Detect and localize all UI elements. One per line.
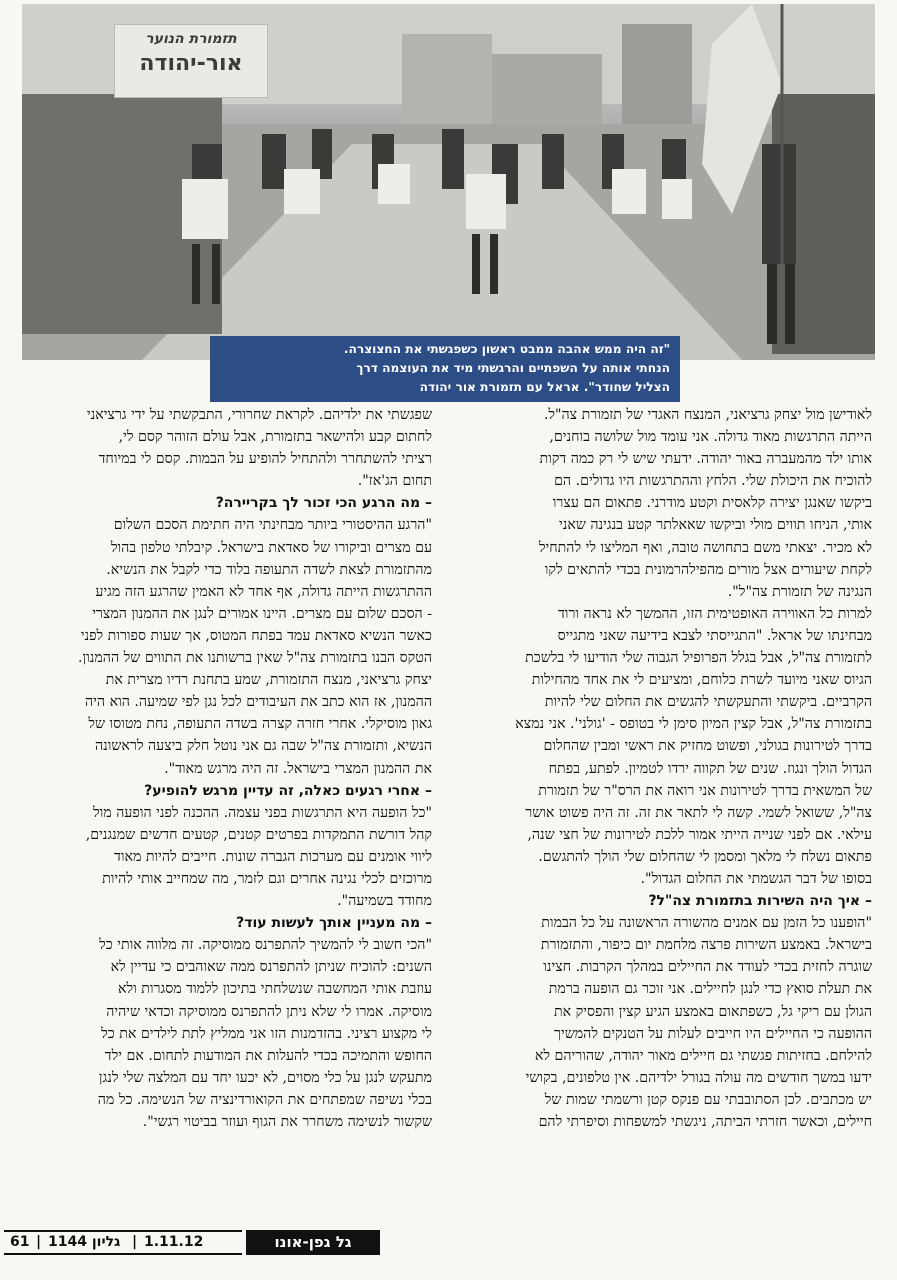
article-line: הנשיא, ותזמורת צה"ל שבה גם אני נוטל חלק ביצעה לראשונה [94, 738, 432, 755]
footer-divider: | [132, 1234, 138, 1250]
article-line: של המשאית בדרך לטירונות אני רואה את הרס"ר של תזמורת [538, 782, 872, 799]
article-line: בישראל. באמצע השירות פרצה מלחמת יום כיפור, והתזמורת [540, 937, 872, 954]
footer-divider: | [36, 1234, 42, 1250]
article-line: הייתה התרגשות מאוד גדולה. אני עומד מול שלושה בוחנים, [549, 429, 872, 446]
article-line: מהתזמורת לצאת לשדה התעופה בלוד כדי לקבל את הנשיא. [106, 561, 432, 578]
article-line: יצחק גרציאני, מנצח התזמורת, שמע בתחנת רדיו מצרית את [105, 672, 432, 689]
caption-line: הנחתי אותה על השפתיים והרגשתי מיד את העוצמה דרך [356, 361, 670, 375]
article-line: ביקשו שאנגן יצירה קלאסית וקטע מודרני. פתאום הם עצרו [552, 495, 872, 512]
article-line: מחודד בשמיעה". [337, 893, 432, 910]
photo-banner [114, 24, 268, 98]
article-column-left [22, 404, 432, 1133]
photo-caption [210, 336, 680, 402]
interview-question: – איך היה השירות בתזמורת צה"ל? [648, 893, 872, 910]
article-line: חיילים, וכאשר חזרתי הביתה, ניגשתי למשפחות וסיפרתי להם [538, 1114, 872, 1130]
article-line: לקחת שיעורים אצל מורים מהפילהרמונית בכדי להתאים לקו [544, 561, 872, 578]
article-line: לא מכיר. יצאתי משם בתחושה טובה, ואף המליצו לי להתחיל [538, 539, 872, 556]
issue-number: גליון 1144 [48, 1234, 121, 1250]
article-line: השנים: להוכיח שניתן להתפרנס ממה שאוהבים כי עדיין לא [110, 959, 432, 976]
page-footer [0, 1226, 897, 1258]
article-line: הקרביים. ביקשתי והתעקשתי להגשים את החלום שלי להיות [544, 694, 872, 711]
interview-question: – אחרי רגעים כאלה, זה עדיין מרגש להופיע? [144, 782, 432, 799]
article-line: שקשור לנשימה משחרר את הגוף ועוזר בביטוי רגשי". [142, 1114, 432, 1130]
article-line: "הרגע ההיסטורי ביותר מבחינתי היה חתימת הסכם השלום [113, 517, 432, 534]
article-line: בסופו של דבר הגשמתי את החלום הגדול". [640, 870, 872, 887]
article-line: ההופעה כי החיילים היו חייבים לעלות על הטנקים להמשיך [554, 1025, 872, 1042]
article-line: מתעקש לנגן על כלי מסוים, לא יכעו יחד עם המלצה שלי לנגן [98, 1069, 432, 1086]
article-line: מבחינתו של אראל. "התגייסתי לצבא בידיעה שאני מתגייס [557, 627, 872, 644]
issue-info [4, 1230, 242, 1255]
article-line: "כל הופעה היא התרגשות בפני עצמה. ההכנה לפני הופעה מול [93, 804, 432, 821]
article-line: מרוכזים לכלי נגינה אחרים וגם לזמר, מה שמחייב אותי להיות [102, 870, 432, 887]
article-line: את תעלת סואץ כדי לנגן לחיילים. אני זוכר גם הופעה ברמת [548, 981, 872, 998]
article-line: הגיוס שאני מיועד לשרת כלוחם, ומציעים לי את אחד מהחילות [531, 672, 872, 689]
caption-line: הצליל שחודר". אראל עם תזמורת אור יהודה [419, 380, 670, 394]
article-line: לי מקצוע רציני. בהזדמנות הזו אני ממליץ לתת לילדים את כל [101, 1025, 432, 1042]
article-line: למרות כל האווירה האופטימית הזו, ההמשך לא נראה ורוד [557, 605, 872, 622]
article-line: בתזמורת צה"ל, אבל קצין המיון סימן לי בטופס - 'גולני'. אני נמצא [515, 716, 872, 733]
article-line: הגדול הולך ונגוז. שנים של תקווה ירדו לטמיון. לפתע, בפתח [548, 760, 872, 777]
article-line: שוגרה לחזית בכדי לעודד את החיילים במהלך הקרבות. חצינו [543, 959, 872, 976]
article-line: תחום הג'אז". [357, 473, 432, 490]
issue-date: 1.11.12 [144, 1234, 204, 1250]
interview-question: – מה מעניין אותך לעשות עוד? [236, 915, 432, 932]
article-line: צה"ל, ששואל לשמי. קשה לי לתאר את זה. זה היה פשוט אושר [525, 804, 872, 821]
banner-top-text: תזמורת הנוער [145, 31, 237, 47]
article-line: גאון מוסיקלי. אחרי חזרה קצרה בשדה התעופה, נחת מטוסו של [88, 716, 432, 733]
interview-question: – מה הרגע הכי זכור לך בקריירה? [215, 495, 432, 512]
article-line: פתאום נשלח לי מלאך ומסמן לי שהחלום שלי הולך להתגשם. [538, 848, 872, 865]
article-line: מוסיקה. אמרו לי שלא ניתן להתפרנס ממוסיקה וכדאי שיהיה [106, 1003, 432, 1020]
article-line: "הופענו כל הזמן עם אמנים מהשורה הראשונה על כל הבמות [541, 915, 872, 932]
banner-main-text: אור-יהודה [139, 51, 243, 76]
parade-photo [22, 4, 875, 360]
article-line: ההמנון, אז הוא כתב את העיבודים לכל נגן לפי שמיעה. הוא היה [85, 694, 432, 711]
article-line: אותו ילד מהמעברה באור יהודה. ידעתי שיש לי רק כמה דקות [539, 451, 872, 468]
article-line: בדרך לטירונות בגולני, ופשוט מחזיק את ראשי ומבין שהחלום [543, 738, 872, 755]
article-line: ליווי אומנים עם מערכות הגברה שונות. חייבים להיות מאוד [114, 848, 432, 865]
article-line: החופש והתמיכה בכדי להעלות את המודעות לתחום. אם ילד [104, 1047, 432, 1064]
caption-line: "זה היה ממש אהבה ממבט ראשון כשפגשתי את החצוצרה. [343, 342, 670, 356]
article-line: הגולן עם ריקי גל, כשפתאום באמצע הגיע קצין והפסיק את [553, 1003, 872, 1020]
article-line: ידעו במשך חודשים מה עולה בגורל ילדיהם. אין טלפונים, בקושי [525, 1069, 872, 1086]
article-line: קהל דורשת התמקדות בפרטים קטנים, קטעים חדשים שמנגנים, [85, 826, 432, 843]
publication-name: גל גפן-אונו [246, 1230, 380, 1255]
article-line: כאשר הנשיא סאדאת עמד בפתח המטוס, אך שעות ספורות לפני [80, 627, 432, 644]
article-line: לאודישן מול יצחק גרציאני, המנצח האגדי של תזמורת צה"ל. [543, 407, 872, 423]
article-line: לתזמורת צה"ל, אבל בגלל הפרופיל הגבוה שלי הודיעו לי בלשכת [525, 650, 872, 667]
article-line: לחתום קבע ולהישאר בתזמורת, אבל עולם הזוהר קסם לי, [118, 429, 432, 446]
article-line: עילאי. אם לפני שנייה הייתי אמור ללכת לטירונות של חצי שנה, [527, 826, 872, 843]
article-line: - הסכם שלום עם מצרים. היינו אמורים לנגן את ההמנון המצרי [92, 605, 432, 622]
page-number: 61 [10, 1234, 30, 1250]
article-line: עם מצרים וביקורו של סאדאת בישראל. קיבלתי טלפון בהול [110, 539, 432, 556]
article-line: בכלי נשיפה שמפתחים את הקואורדינציה של הנשימה. כל מה [97, 1091, 432, 1108]
article-line: הנגינה של תזמורת צה"ל". [727, 583, 872, 600]
article-line: ההתרגשות הייתה גדולה, אף אחד לא האמין שהרגע הזה מגיע [95, 583, 432, 600]
article-line: להילחם. בחזיתות פגשתי גם חיילים מאור יהודה, שהוריהם לא [534, 1047, 872, 1064]
article-line: הטקס הבנו בתזמורת צה"ל שאין ברשותנו את התווים של ההמנון. [78, 650, 432, 667]
article-line: שפגשתי את ילדיהם. לקראת שחרורי, התבקשתי על ידי גרציאני [86, 407, 432, 423]
article-line: אותי, הניחו תווים מולי וביקשו שאאלתר קטע בנגינה שאני [558, 517, 872, 534]
article-line: עוזבת אותי המחשבה שנשלחתי בתיכון ללמוד מסגרות ולא [117, 981, 432, 998]
article-line: להוכיח את היכולת שלי. הלחץ וההתרגשות היו גדולים. הם [554, 473, 872, 490]
article-line: את ההמנון המצרי בישראל. זה היה מרגש מאוד". [164, 760, 432, 777]
article-line: יש מכתבים. לכן הסתובבתי עם פנקס קטן ורשמתי שמות של [544, 1091, 872, 1108]
article-line: "הכי חשוב לי להמשיך להתפרנס ממוסיקה. זה מלווה אותי כל [99, 937, 432, 954]
article-column-right [440, 404, 872, 1133]
article-line: רציתי להשתחרר ולהתחיל להופיע על הבמות. קסם לי במיוחד [98, 451, 432, 468]
